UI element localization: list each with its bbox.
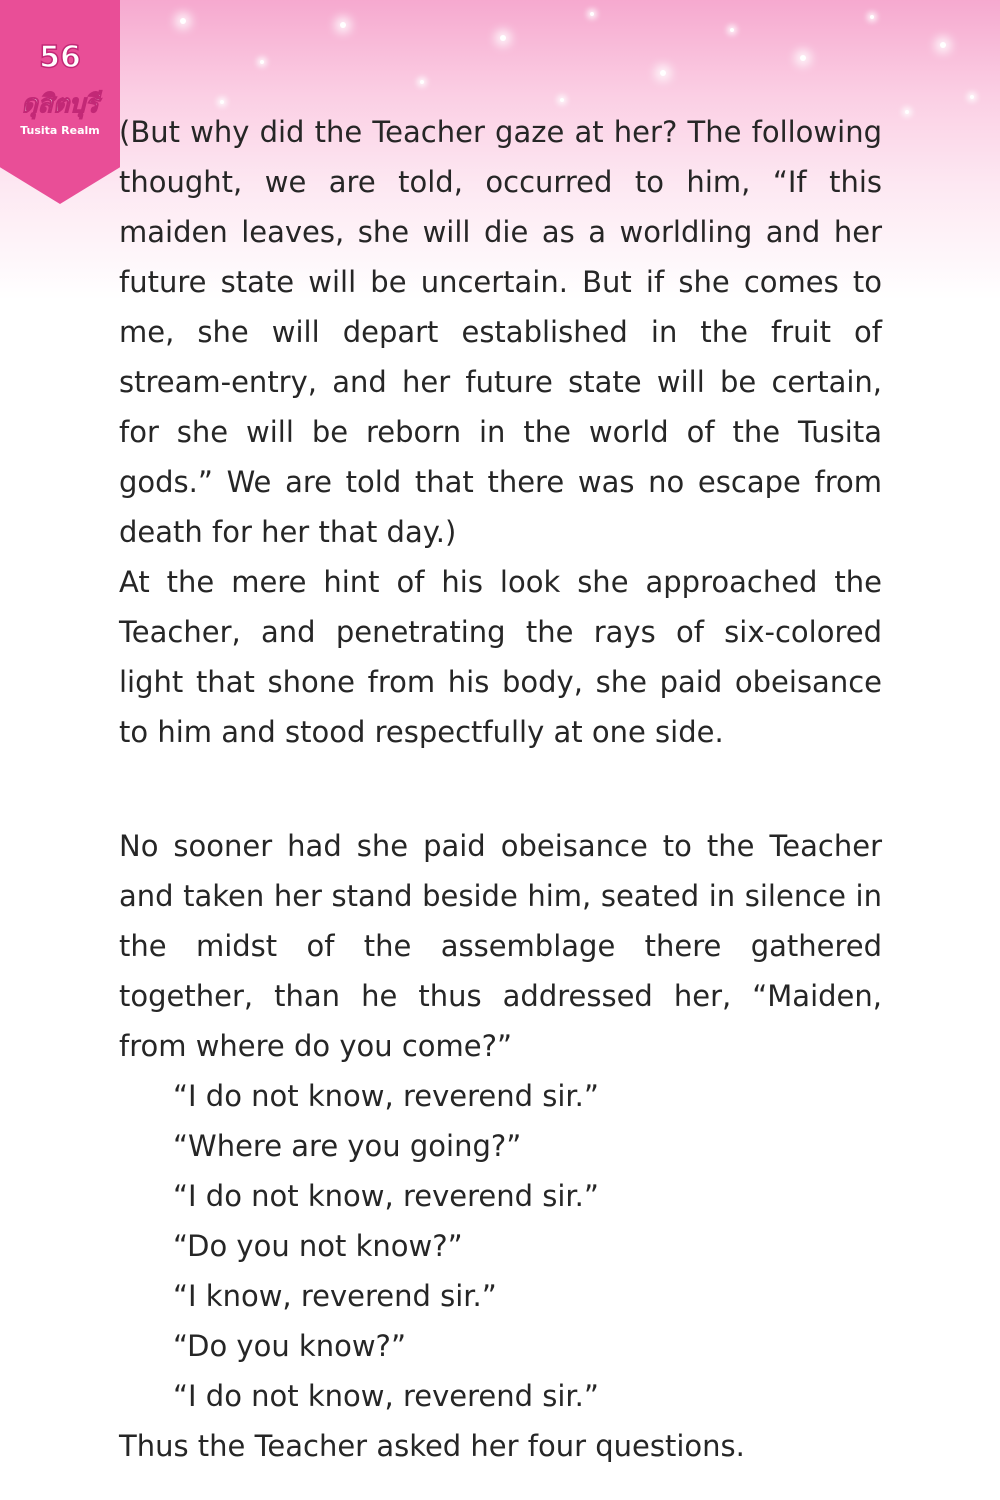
body-text [119, 107, 882, 1471]
paragraph: (But why did the Teacher gaze at her? The following thought, we are told, occurred to him, “If this maiden leaves, she will die as a worldling and her future state will be uncertain. But if she comes to me, she will depart established in the fruit of stream-entry, and her future state will be certain, for she will be reborn in the world of the Tusita gods.” We are told that there was no escape from death for her that day.) [119, 115, 882, 549]
sparkle-decoration [420, 80, 424, 84]
dialogue-line: “I know, reverend sir.” [173, 1279, 497, 1313]
paragraph: No sooner had she paid obeisance to the Teacher and taken her stand beside him, seated in silence in the midst of the assemblage there gathered together, than he thus addressed her, “Maiden, from where do you come?” [119, 829, 882, 1063]
paragraph-spacer [119, 757, 882, 821]
sparkle-decoration [800, 55, 806, 61]
dialogue-line: “Do you not know?” [173, 1229, 463, 1263]
sparkle-decoration [970, 95, 974, 99]
dialogue-line: “Do you know?” [173, 1329, 406, 1363]
dialogue-line: “I do not know, reverend sir.” [173, 1179, 599, 1213]
sparkle-decoration [590, 12, 594, 16]
sparkle-decoration [940, 42, 946, 48]
sparkle-decoration [560, 98, 564, 102]
dialogue-line: “Where are you going?” [173, 1129, 522, 1163]
sparkle-decoration [180, 18, 186, 24]
closing-line: Thus the Teacher asked her four questions. [119, 1429, 745, 1463]
sparkle-decoration [220, 100, 224, 104]
paragraph: At the mere hint of his look she approached the Teacher, and penetrating the rays of six-colored light that shone from his body, she paid obeisance to him and stood respectfully at one side. [119, 565, 882, 749]
page-number: 56 [39, 40, 81, 75]
dialogue-line: “I do not know, reverend sir.” [173, 1379, 599, 1413]
sparkle-decoration [660, 70, 666, 76]
sparkle-decoration [730, 28, 734, 32]
sparkle-decoration [870, 15, 874, 19]
sparkle-decoration [340, 22, 346, 28]
sparkle-decoration [500, 35, 506, 41]
book-logo-subtitle: Tusita Realm [20, 124, 100, 137]
sparkle-decoration [260, 60, 264, 64]
sparkle-decoration [905, 110, 909, 114]
book-logo: ดุสิตบุรี [21, 89, 99, 118]
dialogue-line: “I do not know, reverend sir.” [173, 1079, 599, 1113]
